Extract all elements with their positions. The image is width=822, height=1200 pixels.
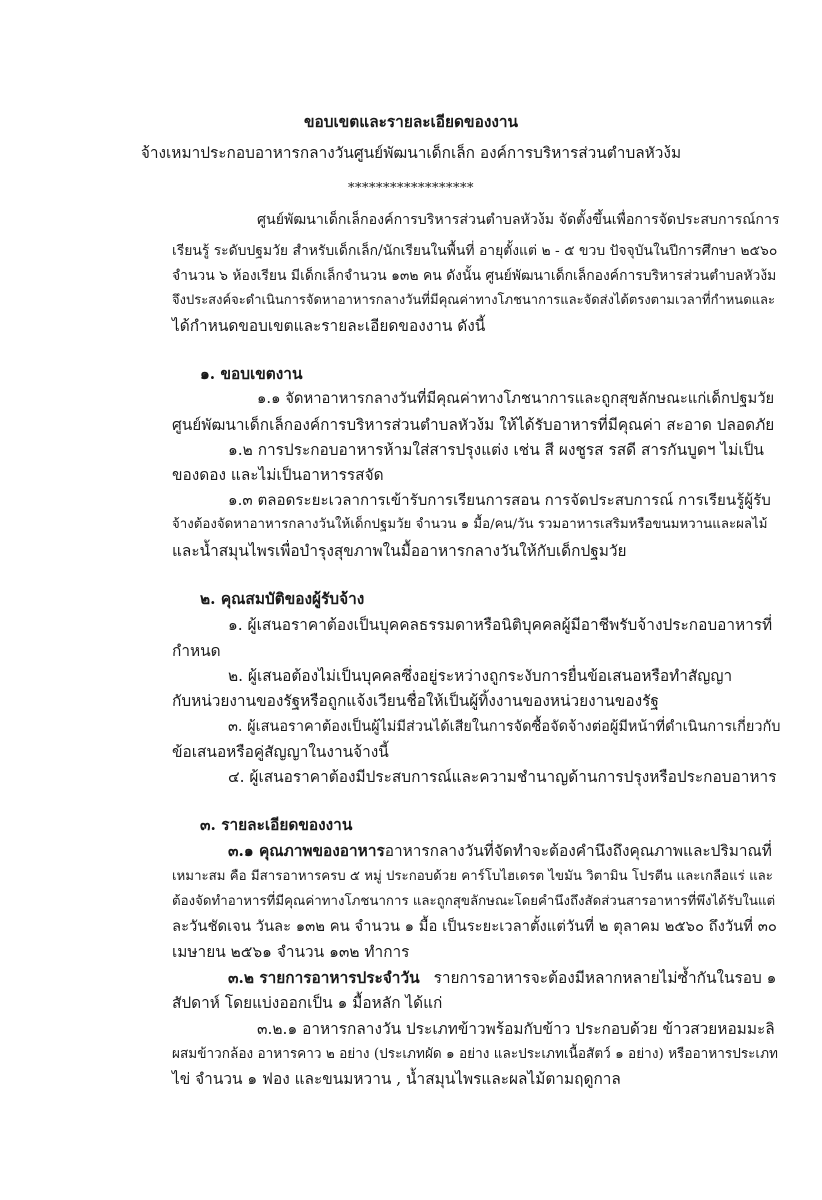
section-line: ละวันชัดเจน วันละ ๑๓๒ คน จำนวน ๑ มื้อ เป็นระยะเวลาตั้งแต่วันที่ ๒ ตุลาคม ๒๕๖๐ ถึงวันที่ ๓๐ bbox=[172, 918, 777, 935]
section-line: ๑. ผู้เสนอราคาต้องเป็นบุคคลธรรมดาหรือนิติบุคคลผู้มีอาชีพรับจ้างประกอบอาหารที่ bbox=[228, 616, 773, 634]
subsection-label: ๓.๒ รายการอาหารประจำวัน bbox=[228, 969, 420, 987]
section-heading: ๓. รายละเอียดของงาน bbox=[200, 816, 353, 834]
section-line: ๑.๑ จัดหาอาหารกลางวันที่มีคุณค่าทางโภชนาการและถูกสุขลักษณะแก่เด็กปฐมวัย bbox=[257, 390, 775, 407]
section-line: ต้องจัดทำอาหารที่มีคุณค่าทางโภชนาการ และถูกสุขลักษณะโดยคำนึงถึงสัดส่วนสารอาหารที่พึงได้รับในแต่ bbox=[172, 894, 776, 909]
section-line: สัปดาห์ โดยแบ่งออกเป็น ๑ มื้อหลัก ได้แก่ bbox=[172, 994, 443, 1012]
section-line: เหมาะสม คือ มีสารอาหารครบ ๕ หมู่ ประกอบด้วย คาร์โบไฮเดรต ไขมัน วิตามิน โปรตีน และเกลือแร่ และ bbox=[172, 869, 773, 884]
subsection-text: อาหารกลางวันที่จัดทำจะต้องคำนึงถึงคุณภาพและปริมาณที่ bbox=[384, 842, 772, 860]
section-line: ๓. ผู้เสนอราคาต้องเป็นผู้ไม่มีส่วนได้เสียในการจัดซื้อจัดจ้างต่อผู้มีหน้าที่ดำเนินการเกี่ยวกับ bbox=[228, 719, 781, 735]
subsection-label: ๓.๑ คุณภาพของอาหาร bbox=[228, 842, 385, 860]
section-line: ผสมข้าวกล้อง อาหารคาว ๒ อย่าง (ประเภทผัด ๑ อย่าง และประเภทเนื้อสัตว์ ๑ อย่าง) หรืออาหารประเภท bbox=[172, 1046, 778, 1062]
separator: ****************** bbox=[348, 181, 474, 196]
subsection-line bbox=[228, 840, 772, 862]
section-line: และน้ำสมุนไพรเพื่อบำรุงสุขภาพในมื้ออาหารกลางวันให้กับเด็กปฐมวัย bbox=[172, 542, 627, 560]
intro-line: จึงประสงค์จะดำเนินการจัดหาอาหารกลางวันที่มีคุณค่าทางโภชนาการและจัดส่งได้ตรงตามเวลาที่กำหนดและ bbox=[172, 293, 775, 308]
section-heading: ๑. ขอบเขตงาน bbox=[200, 365, 303, 383]
section-line: กำหนด bbox=[172, 642, 221, 660]
document-subtitle: จ้างเหมาประกอบอาหารกลางวันศูนย์พัฒนาเด็กเล็ก องค์การบริหารส่วนตำบลหัวง้ม bbox=[140, 144, 682, 162]
section-line: ๔. ผู้เสนอราคาต้องมีประสบการณ์และความชำนาญด้านการปรุงหรือประกอบอาหาร bbox=[228, 768, 777, 786]
intro-line: จำนวน ๖ ห้องเรียน มีเด็กเล็กจำนวน ๑๓๒ คน ดังนั้น ศูนย์พัฒนาเด็กเล็กองค์การบริหารส่วนตำบลหัวง้ม bbox=[172, 268, 777, 284]
subsection-line bbox=[228, 967, 776, 989]
section-line: ของดอง และไม่เป็นอาหารรสจัด bbox=[172, 466, 384, 484]
section-line: ๑.๓ ตลอดระยะเวลาการเข้ารับการเรียนการสอน การจัดประสบการณ์ การเรียนรู้ผู้รับ bbox=[228, 491, 771, 509]
section-line: กับหน่วยงานของรัฐหรือถูกแจ้งเวียนชื่อให้เป็นผู้ทิ้งงานของหน่วยงานของรัฐ bbox=[172, 692, 659, 710]
section-line: ข้อเสนอหรือคู่สัญญาในงานจ้างนี้ bbox=[172, 743, 389, 761]
intro-line: เรียนรู้ ระดับปฐมวัย สำหรับเด็กเล็ก/นักเรียนในพื้นที่ อายุตั้งแต่ ๒ - ๕ ขวบ ปัจจุบันในปีการศึกษา ๒๕๖๐ bbox=[172, 243, 778, 259]
intro-line: ได้กำหนดขอบเขตและรายละเอียดของงาน ดังนี้ bbox=[172, 317, 486, 335]
section-heading: ๒. คุณสมบัติของผู้รับจ้าง bbox=[200, 590, 365, 608]
intro-line: ศูนย์พัฒนาเด็กเล็กองค์การบริหารส่วนตำบลหัวง้ม จัดตั้งขึ้นเพื่อการจัดประสบการณ์การ bbox=[257, 212, 780, 228]
section-line: จ้างต้องจัดหาอาหารกลางวันให้เด็กปฐมวัย จำนวน ๑ มื้อ/คน/วัน รวมอาหารเสริมหรือขนมหวานและผลไม้ bbox=[172, 517, 768, 532]
section-line: ไข่ จำนวน ๑ ฟอง และขนมหวาน , น้ำสมุนไพรและผลไม้ตามฤดูกาล bbox=[172, 1070, 621, 1088]
section-line: ศูนย์พัฒนาเด็กเล็กองค์การบริหารส่วนตำบลหัวง้ม ให้ได้รับอาหารที่มีคุณค่า สะอาด ปลอดภัย bbox=[172, 416, 775, 434]
section-line: ๑.๒ การประกอบอาหารห้ามใส่สารปรุงแต่ง เช่น สี ผงชูรส รสดี สารกันบูดฯ ไม่เป็น bbox=[228, 441, 764, 459]
subsection-text: รายการอาหารจะต้องมีหลากหลายไม่ซ้ำกันในรอบ ๑ bbox=[433, 969, 777, 987]
document-title: ขอบเขตและรายละเอียดของงาน bbox=[303, 113, 519, 131]
section-line: ๒. ผู้เสนอต้องไม่เป็นบุคคลซึ่งอยู่ระหว่างถูกระงับการยื่นข้อเสนอหรือทำสัญญา bbox=[228, 667, 733, 685]
section-line: ๓.๒.๑ อาหารกลางวัน ประเภทข้าวพร้อมกับข้าว ประกอบด้วย ข้าวสวยหอมมะลิ bbox=[257, 1020, 775, 1038]
section-line: เมษายน ๒๕๖๑ จำนวน ๑๓๒ ทำการ bbox=[172, 943, 410, 961]
